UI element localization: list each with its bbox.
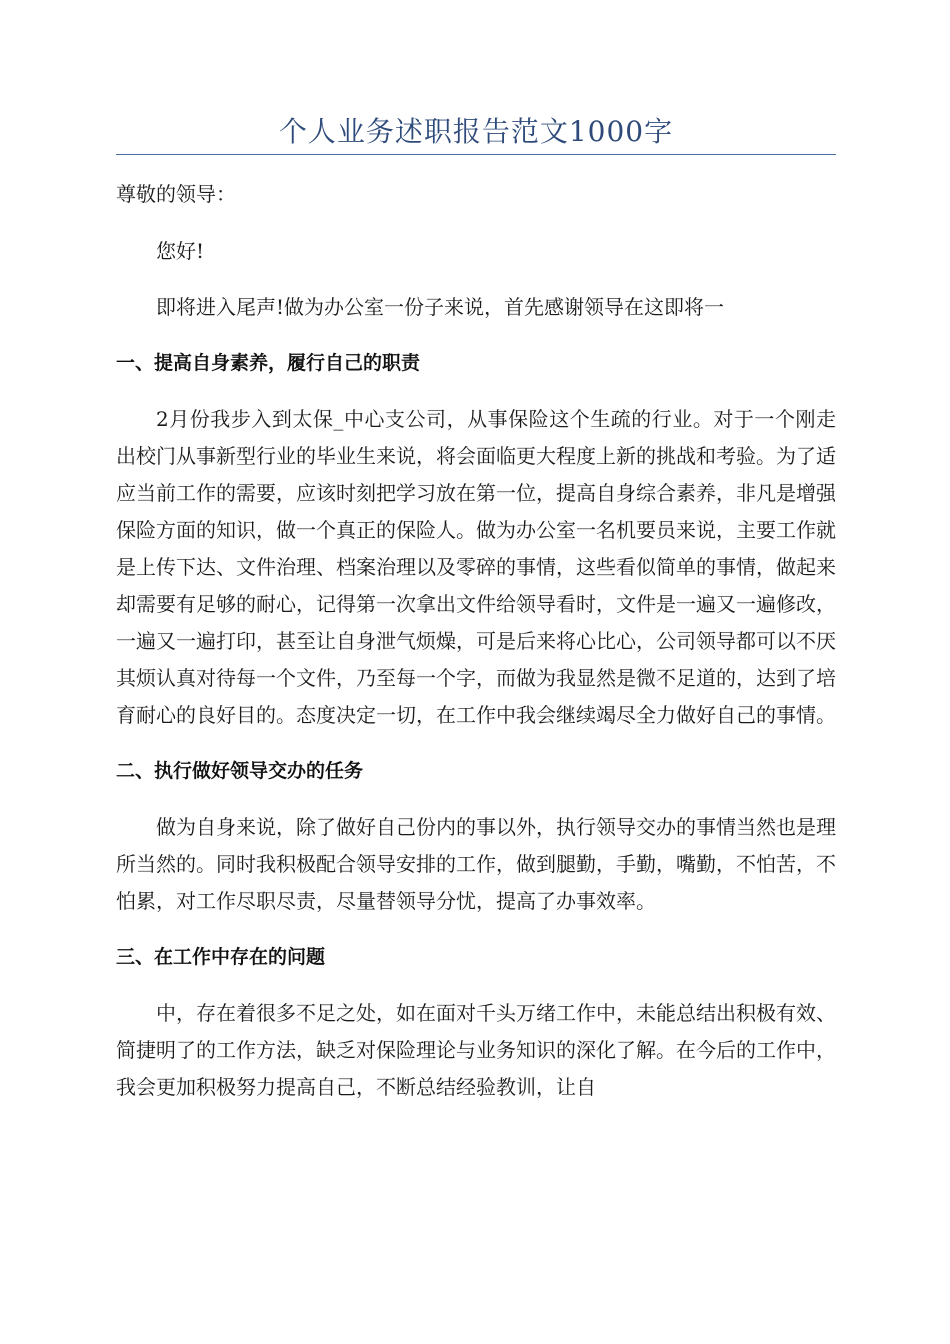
section-heading-2: 二、执行做好领导交办的任务 [116,760,364,782]
section-heading-3: 三、在工作中存在的问题 [116,946,326,968]
greeting: 您好! [156,239,205,263]
document-body [116,176,836,1125]
section-heading-1: 一、提高自身素养，履行自己的职责 [116,352,421,374]
title-underline [116,154,836,155]
section-body-3: 中，存在着很多不足之处，如在面对千头万绪工作中，未能总结出积极有效、简捷明了的工作方法，缺乏对保险理论与业务知识的深化了解。在今后的工作中，我会更加积极努力提高自己，不断总结经验教训，让自 [116,1001,836,1099]
document-title: 个人业务述职报告范文1000字 [278,115,674,148]
salutation: 尊敬的领导： [116,182,236,206]
section-body-2: 做为自身来说，除了做好自己份内的事以外，执行领导交办的事情当然也是理所当然的。同时我积极配合领导安排的工作，做到腿勤，手勤，嘴勤，不怕苦，不怕累，对工作尽职尽责，尽量替领导分忧，提高了办事效率。 [116,815,836,913]
section-body-1: 2月份我步入到太保_中心支公司，从事保险这个生疏的行业。对于一个刚走出校门从事新型行业的毕业生来说，将会面临更大程度上新的挑战和考验。为了适应当前工作的需要，应该时刻把学习放在第一位，提高自身综合素养，非凡是增强保险方面的知识，做一个真正的保险人。做为办公室一名机要员来说，主要工作就是上传下达、文件治理、档案治理以及零碎的事情，这些看似简单的事情，做起来却需要有足够的耐心，记得第一次拿出文件给领导看时，文件是一遍又一遍修改，一遍又一遍打印，甚至让自身泄气烦燥，可是后来将心比心，公司领导都可以不厌其烦认真对待每一个文件，乃至每一个字，而做为我显然是微不足道的，达到了培育耐心的良好目的。态度决定一切，在工作中我会继续竭尽全力做好自己的事情。 [116,407,836,727]
intro-paragraph: 即将进入尾声!做为办公室一份子来说，首先感谢领导在这即将一 [156,295,725,319]
